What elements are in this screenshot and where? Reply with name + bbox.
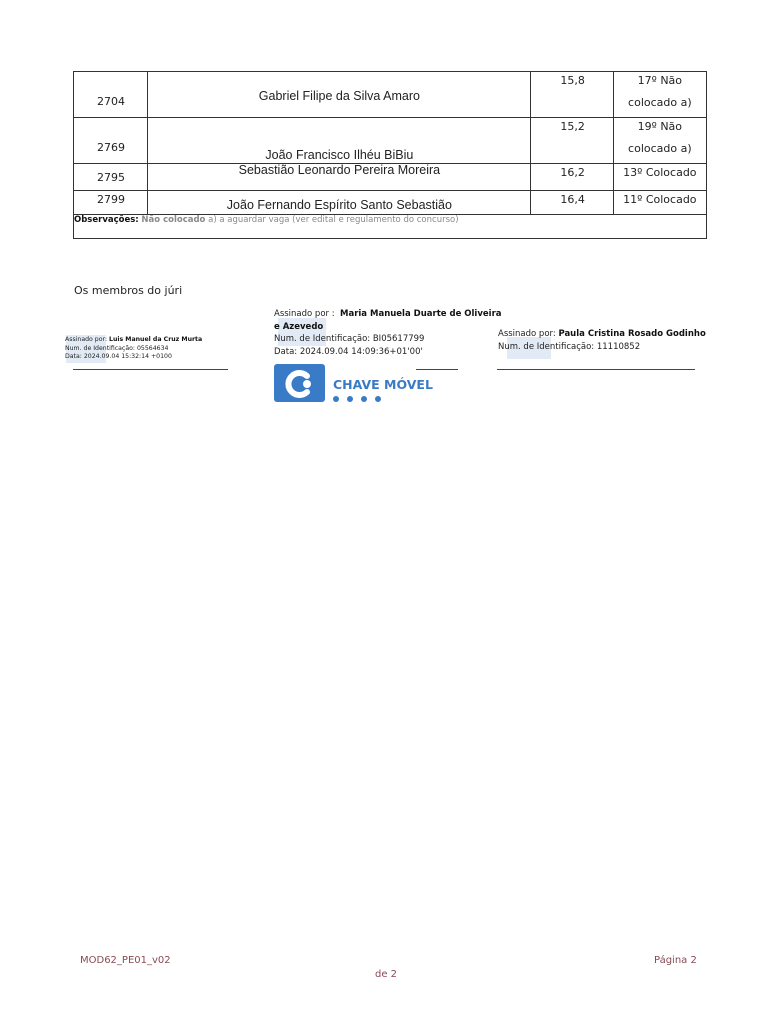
footer-code: MOD62_PE01_v02 bbox=[80, 955, 171, 966]
signer-name: Luis Manuel da Cruz Murta bbox=[109, 336, 203, 343]
table-row bbox=[74, 164, 707, 191]
grade-cell bbox=[531, 118, 613, 164]
signer-id: Num. de Identificação: BI05617799 bbox=[274, 334, 425, 344]
signer-id: Num. de Identificação: 11110852 bbox=[498, 341, 641, 352]
grade-cell bbox=[531, 72, 613, 118]
grade-value: 16,2 bbox=[560, 166, 585, 179]
candidate-name-cell bbox=[148, 118, 531, 164]
signer-name: Maria Manuela Duarte de Oliveira bbox=[340, 309, 502, 319]
signature-block-2 bbox=[274, 308, 504, 358]
candidate-name-cell bbox=[148, 191, 531, 215]
position-cell bbox=[613, 164, 706, 191]
grade-cell bbox=[531, 191, 613, 215]
signer-name-cont: e Azevedo bbox=[274, 321, 324, 332]
position-line-2: colocado a) bbox=[628, 142, 692, 155]
candidate-name: Gabriel Filipe da Silva Amaro bbox=[258, 89, 420, 103]
candidate-name: João Francisco Ilhéu BiBiu bbox=[265, 148, 414, 162]
observations-highlight: Não colocado bbox=[141, 215, 206, 225]
position-line-1: 17º Não bbox=[637, 74, 683, 87]
candidate-name-cell bbox=[148, 164, 531, 191]
observations-row bbox=[74, 215, 707, 239]
signature-line bbox=[73, 369, 228, 370]
candidate-name-cell bbox=[148, 72, 531, 118]
signature-line bbox=[497, 369, 695, 370]
logo-dot bbox=[303, 380, 311, 388]
observations-cell bbox=[74, 215, 707, 239]
jury-title: Os membros do júri bbox=[74, 284, 183, 297]
chave-movel-logo bbox=[274, 364, 434, 404]
candidate-id-cell bbox=[74, 72, 148, 118]
grade-value: 16,4 bbox=[560, 193, 585, 206]
grade-cell bbox=[531, 164, 613, 191]
position-line-1: 11º Colocado bbox=[623, 193, 697, 206]
candidate-id-cell bbox=[74, 164, 148, 191]
signature-block-1 bbox=[65, 336, 202, 362]
position-line-1: 19º Não bbox=[637, 120, 683, 133]
logo-pin-dot bbox=[361, 396, 367, 402]
signer-prefix: Assinado por: bbox=[65, 336, 108, 343]
grade-value: 15,8 bbox=[560, 74, 585, 87]
position-line-1: 13º Colocado bbox=[623, 166, 697, 179]
logo-pin-dot bbox=[333, 396, 339, 402]
candidate-name: Sebastião Leonardo Pereira Moreira bbox=[238, 163, 441, 177]
signer-date: Data: 2024.09.04 14:09:36+01'00' bbox=[274, 346, 423, 357]
signature-block-3 bbox=[498, 328, 706, 353]
signer-id: Num. de Identificação: 05564634 bbox=[65, 344, 169, 352]
table-row bbox=[74, 72, 707, 118]
signer-prefix: Assinado por : bbox=[274, 309, 335, 319]
footer-page-total: de 2 bbox=[375, 969, 398, 980]
footer-page: Página 2 bbox=[654, 955, 697, 966]
signer-date: Data: 2024.09.04 15:32:14 +0100 bbox=[65, 353, 172, 360]
observations-text: a) a aguardar vaga (ver edital e regulamento do concurso) bbox=[208, 215, 459, 225]
signer-name: Paula Cristina Rosado Godinho bbox=[558, 329, 706, 339]
logo-text: CHAVE MÓVEL bbox=[333, 377, 433, 392]
results-table bbox=[73, 71, 707, 239]
candidate-id: 2704 bbox=[97, 95, 125, 108]
logo-pin-dot bbox=[347, 396, 353, 402]
position-cell bbox=[613, 72, 706, 118]
position-cell bbox=[613, 191, 706, 215]
grade-value: 15,2 bbox=[560, 120, 585, 133]
candidate-id: 2799 bbox=[97, 193, 125, 206]
table-row bbox=[74, 191, 707, 215]
candidate-id-cell bbox=[74, 118, 148, 164]
position-line-2: colocado a) bbox=[628, 96, 692, 109]
signer-prefix: Assinado por: bbox=[498, 329, 556, 339]
observations-label: Observações: bbox=[74, 215, 139, 225]
candidate-id-cell bbox=[74, 191, 148, 215]
table-row bbox=[74, 118, 707, 164]
candidate-id: 2769 bbox=[97, 141, 125, 154]
position-cell bbox=[613, 118, 706, 164]
logo-pin-dot bbox=[375, 396, 381, 402]
candidate-name: João Fernando Espírito Santo Sebastião bbox=[226, 198, 452, 212]
candidate-id: 2795 bbox=[97, 171, 125, 184]
